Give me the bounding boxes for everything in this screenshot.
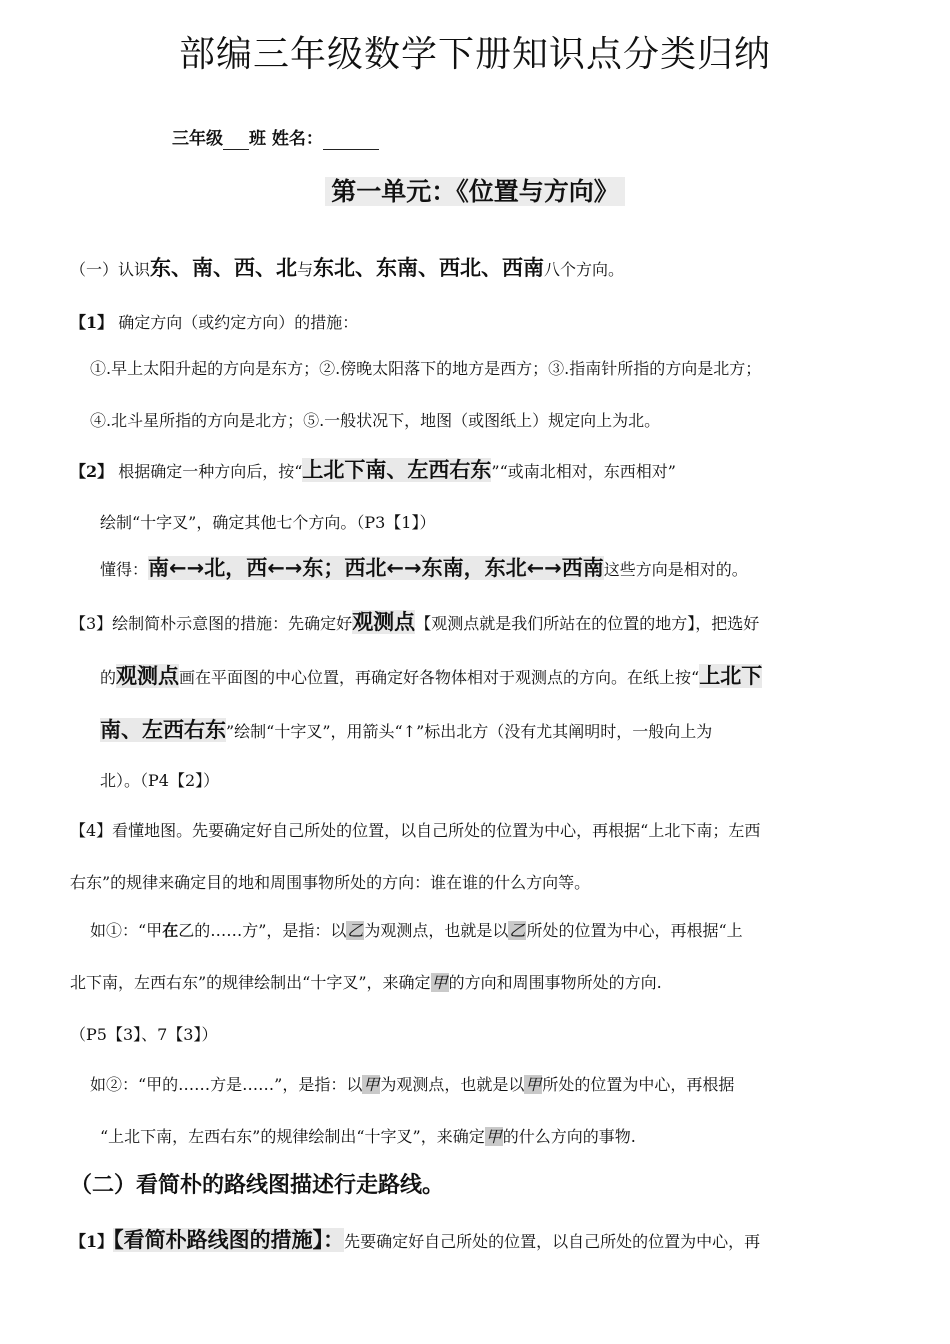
point-3-line-1: 【3】绘制简朴示意图的措施：先确定好观测点【观测点就是我们所站在的位置的地方】，把选好 bbox=[70, 610, 760, 634]
point-1-line-2: ④.北斗星所指的方向是北方；⑤.一般状况下，地图（或图纸上）规定向上为北。 bbox=[90, 411, 661, 430]
example-1-line-1: 如①：“甲在乙的……方”，是指：以乙为观测点，也就是以乙所处的位置为中心，再根据“上 bbox=[90, 921, 743, 940]
point-4-line-1: 【4】看懂地图。先要确定好自己所处的位置，以自己所处的位置为中心，再根据“上北下南；左西 bbox=[70, 821, 761, 840]
point-2-line-1: 【2】 根据确定一种方向后，按“上北下南、左西右东”“或南北相对，东西相对” bbox=[70, 458, 676, 482]
opposite-directions: 南←→北，西←→东；西北←→东南，东北←→西南 bbox=[148, 556, 604, 580]
intro-pre: （一）认识 bbox=[70, 260, 151, 279]
intro-post: 八个方向。 bbox=[544, 260, 625, 279]
page-title: 部编三年级数学下册知识点分类归纳 bbox=[178, 34, 771, 75]
rule-up-north: 上北下南、左西右东 bbox=[302, 458, 492, 482]
example-2-line-2: “上北下南，左西右东”的规律绘制出“十字叉”，来确定甲的什么方向的事物. bbox=[100, 1127, 636, 1146]
name-label: 姓名： bbox=[271, 129, 323, 149]
point-2-line-3: 懂得：南←→北，西←→东；西北←→东南，东北←→西南这些方向是相对的。 bbox=[100, 556, 748, 580]
point-4-line-2: 右东”的规律来确定目的地和周围事物所处的方向：谁在谁的什么方向等。 bbox=[70, 873, 591, 892]
name-blank bbox=[323, 129, 379, 150]
example-1-line-3: （P5【3】、7【3】） bbox=[70, 1025, 218, 1044]
section-2-point-1: 【1】【看简朴路线图的措施】：先要确定好自己所处的位置，以自己所处的位置为中心，再 bbox=[70, 1228, 761, 1252]
section-2-heading: （二）看简朴的路线图描述行走路线。 bbox=[70, 1173, 445, 1198]
unit-heading: 第一单元：《位置与方向》 bbox=[0, 172, 950, 208]
class-name-line bbox=[172, 124, 379, 150]
observation-point-term: 观测点 bbox=[352, 610, 416, 634]
directions-diagonal: 东北、东南、西北、西南 bbox=[313, 256, 545, 280]
point-1-line-1: ①.早上太阳升起的方向是东方；②.傍晚太阳落下的地方是西方；③.指南针所指的方向是北方； bbox=[90, 359, 762, 378]
point-3-line-3: 南、左西右东”绘制“十字叉”，用箭头“↑”标出北方（没有尤其阐明时，一般向上为 bbox=[100, 718, 713, 742]
point-3-line-4: 北）。（P4【2】） bbox=[100, 771, 220, 790]
point-2-line-2: 绘制“十字叉”，确定其他七个方向。（P3【1】） bbox=[100, 513, 436, 532]
route-method-term: 【看简朴路线图的措施】： bbox=[113, 1228, 345, 1252]
section-1-intro bbox=[70, 252, 624, 282]
intro-mid: 与 bbox=[297, 260, 314, 279]
directions-four: 东、南、西、北 bbox=[150, 256, 298, 280]
grade-label: 三年级 bbox=[172, 129, 223, 149]
example-1-line-2: 北下南，左西右东”的规律绘制出“十字叉”，来确定甲的方向和周围事物所处的方向. bbox=[70, 973, 662, 992]
class-blank bbox=[223, 129, 249, 150]
example-2-line-1: 如②：“甲的……方是……”，是指：以甲为观测点，也就是以甲所处的位置为中心，再根据 bbox=[90, 1075, 735, 1094]
point-1-heading: 【1】 确定方向（或约定方向）的措施： bbox=[70, 313, 359, 332]
class-label: 班 bbox=[249, 129, 266, 149]
point-3-line-2: 的观测点画在平面图的中心位置，再确定好各物体相对于观测点的方向。在纸上按“上北下 bbox=[100, 664, 763, 688]
